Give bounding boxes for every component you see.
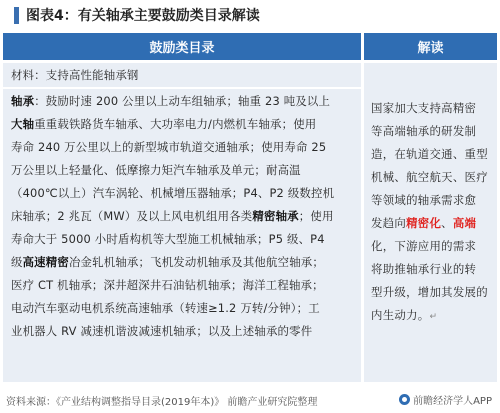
row-divider	[3, 87, 361, 89]
bearing-line-8: 级高速精密冶金轧机轴承；飞机发动机轴承及其他航空轴承；	[11, 255, 324, 269]
bearing-line-11: 业机器人 RV 减速机谐波减速机轴承；以及上述轴承的零件	[11, 324, 313, 338]
bearing-line-6: 床轴承；2 兆瓦（MW）及以上风电机组用各类精密轴承；使用	[11, 209, 334, 223]
interp-line-8: 将助推轴承行业的转	[371, 262, 477, 276]
bearing-line-5: （400℃以上）汽车涡轮、机械增压器轴承；P4、P2 级数控机	[11, 186, 335, 200]
material-line: 材料：支持高性能轴承钢	[11, 68, 139, 82]
header-interpretation: 解读	[364, 33, 497, 60]
bearing-line-9: 医疗 CT 机轴承；深井超深井石油钻机轴承；海洋工程轴承；	[11, 278, 324, 292]
bearing-line-4: 万公里以上轻量化、低摩擦力矩汽车轴承及单元；耐高温	[11, 163, 301, 177]
brand-mark	[399, 392, 492, 407]
figure-title-row	[0, 0, 500, 30]
source-note: 资料来源：《产业结构调整指导目录(2019年本)》 前瞻产业研究院整理	[6, 397, 318, 408]
interp-line-1: 国家加大支持高精密	[371, 101, 477, 115]
bearing-line-1: 轴承：鼓励时速 200 公里以上动车组轴承；轴重 23 吨及以上	[11, 94, 331, 108]
return-mark-icon: ↵	[429, 312, 438, 322]
bearing-line-3: 寿命 240 万公里以上的新型城市轨道交通轴承；使用寿命 25	[11, 140, 327, 154]
title-accent-bar	[14, 7, 19, 24]
bearing-line-2: 大轴重重载铁路货车轴承、大功率电力/内燃机车轴承；使用	[11, 117, 317, 131]
interp-line-6: 发趋向精密化、高端	[371, 216, 477, 230]
bearing-line-7: 寿命大于 5000 小时盾构机等大型施工机械轴承；P5 级、P4	[11, 232, 325, 246]
catalog-table	[3, 33, 497, 382]
bearing-line-10: 电动汽车驱动电机系统高速轴承（转速≥1.2 万转/分钟）；工	[11, 301, 320, 315]
figure-title: 图表4：有关轴承主要鼓励类目录解读	[26, 8, 260, 24]
header-encouraged-catalog: 鼓励类目录	[3, 33, 361, 60]
interp-line-7: 化，下游应用的需求	[371, 239, 477, 253]
interp-line-10: 内生动力。↵	[371, 308, 438, 322]
interp-line-5: 等领域的轴承需求愈	[371, 193, 477, 207]
interp-line-3: 造，在轨道交通、重型	[371, 147, 488, 161]
interp-line-9: 型升级，增加其发展的	[371, 285, 488, 299]
interp-line-4: 机械、航空航天、医疗	[371, 170, 488, 184]
material-row	[3, 63, 361, 87]
brand-logo-icon	[399, 394, 410, 405]
interp-line-2: 等高端轴承的研发制	[371, 124, 477, 138]
catalog-cell	[3, 63, 361, 382]
interpretation-cell	[364, 63, 497, 382]
brand-name: 前瞻经济学人APP	[413, 396, 492, 407]
